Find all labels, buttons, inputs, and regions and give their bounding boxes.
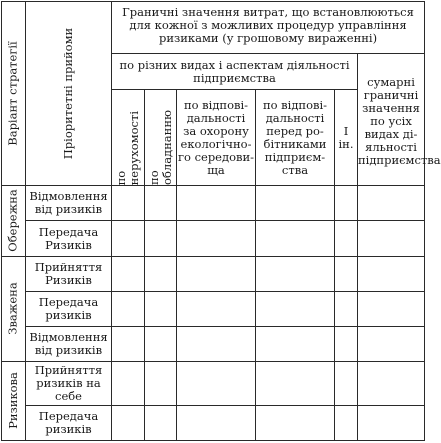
value-cell [335,326,358,361]
value-cell [256,361,335,405]
value-cell [335,291,358,326]
value-cell [256,405,335,440]
strategy-balanced-label: Зважена [6,282,20,335]
value-cell [177,326,256,361]
method-cell: Відмовлення від ризиків [26,186,112,221]
strategy-balanced [2,256,26,361]
risk-strategy-table [1,1,441,441]
value-cell [177,256,256,291]
value-cell [335,361,358,405]
value-cell [145,256,177,291]
header-by-types: по різних видах і аспектам діяльності підприємства [112,54,358,90]
strategy-risky-label: Ризикова [6,372,20,430]
value-cell [177,186,256,221]
value-cell [112,186,145,221]
header-equipment [145,90,177,186]
value-cell [145,326,177,361]
value-cell [358,256,425,291]
value-cell [256,326,335,361]
header-other: І ін. [335,90,358,186]
value-cell [145,405,177,440]
value-cell [358,291,425,326]
value-cell [358,361,425,405]
header-total: сумарні граничні значення по усіх видах ді- яльності підприємства [358,54,425,186]
method-cell: Прийняття Ризиків [26,256,112,291]
value-cell [112,221,145,256]
value-cell [145,291,177,326]
value-cell [335,221,358,256]
value-cell [112,256,145,291]
value-cell [256,186,335,221]
value-cell [256,256,335,291]
header-equipment-label: по обладнанню [146,110,174,186]
header-realestate [112,90,145,186]
method-cell: Відмовлення від ризиків [26,326,112,361]
header-variant [2,2,26,186]
header-methods [26,2,112,186]
value-cell [177,221,256,256]
header-variant-label: Варіант стратегії [6,41,20,146]
header-realestate-label: по нерухомості [114,111,141,186]
method-cell: Передача Ризиків [26,221,112,256]
header-methods-label: Пріоритетні прийоми [61,27,75,160]
value-cell [112,361,145,405]
value-cell [145,186,177,221]
value-cell [335,186,358,221]
strategy-cautious [2,186,26,256]
value-cell [177,361,256,405]
header-limits-title: Граничні значення витрат, що встановлюються для кожної з можливих процедур управління ризиками (у грошовому вираженні) [112,2,425,54]
value-cell [145,221,177,256]
strategy-cautious-label: Обережна [6,189,20,253]
value-cell [358,326,425,361]
value-cell [112,291,145,326]
value-cell [112,405,145,440]
value-cell [358,221,425,256]
value-cell [112,326,145,361]
method-cell: Прийняття ризиків на себе [26,361,112,405]
value-cell [335,405,358,440]
method-cell: Передача ризиків [26,291,112,326]
value-cell [177,405,256,440]
header-workers: по відпові- дальності перед ро- бітниками підприєм- ства [256,90,335,186]
value-cell [358,405,425,440]
method-cell: Передача ризиків [26,405,112,440]
header-ecology: по відпові- дальності за охорону екологічно- го середови- ща [177,90,256,186]
value-cell [256,221,335,256]
value-cell [358,186,425,221]
value-cell [335,256,358,291]
value-cell [177,291,256,326]
strategy-risky [2,361,26,440]
value-cell [256,291,335,326]
value-cell [145,361,177,405]
